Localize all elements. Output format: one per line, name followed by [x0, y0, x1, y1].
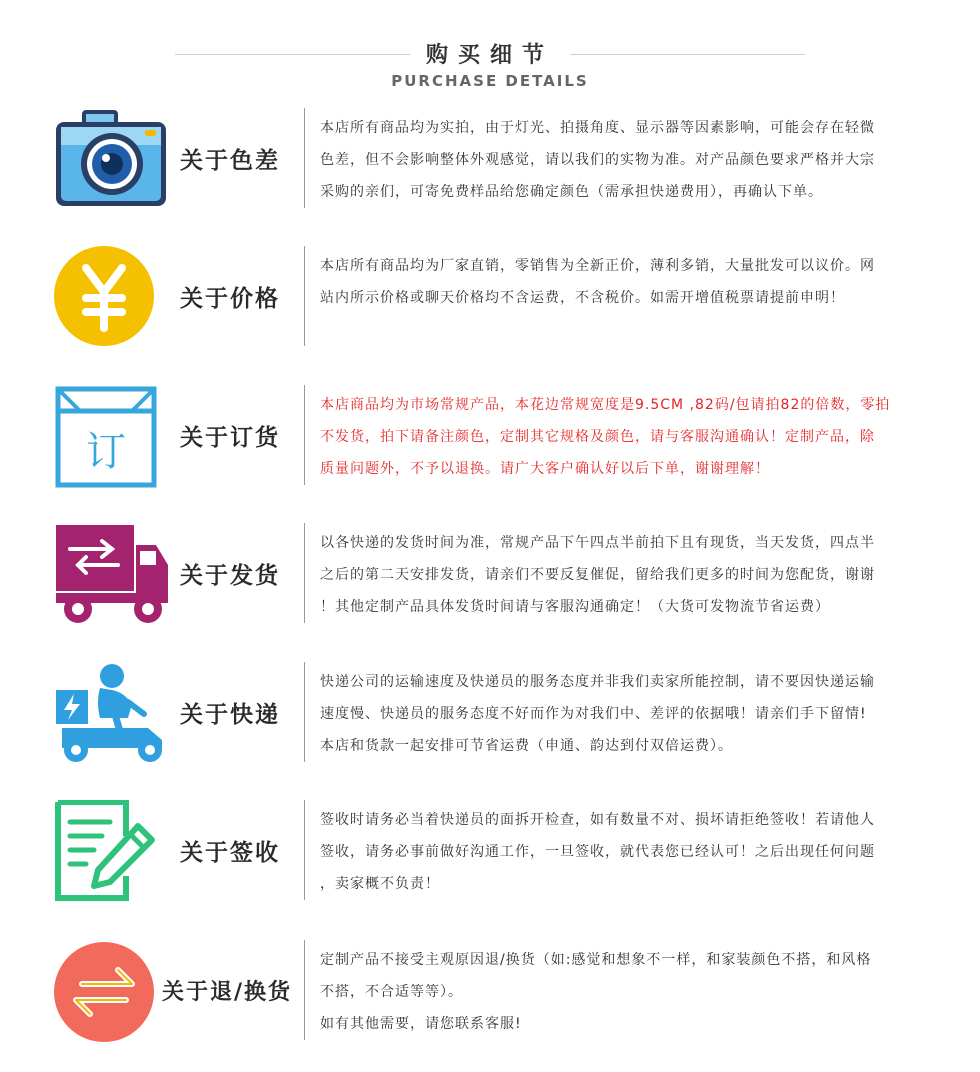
section-description: [320, 112, 925, 208]
page-subtitle: PURCHASE DETAILS: [391, 72, 589, 90]
description-line: 质量问题外，不予以退换。请广大客户确认好以后下单，谢谢理解！: [320, 461, 770, 477]
section-courier: [0, 662, 980, 787]
section-description: [320, 250, 925, 314]
section-ordering: [0, 385, 980, 510]
section-title: 关于价格: [180, 285, 280, 312]
section-title: 关于发货: [180, 562, 280, 589]
description-line: 快递公司的运输速度及快递员的服务态度并非我们卖家所能控制，请不要因快递运输: [320, 674, 875, 690]
section-title: 关于快递: [180, 701, 280, 728]
section-shipping: [0, 523, 980, 648]
description-line: 本店商品均为市场常规产品，本花边常规宽度是9.5CM ,82码/包请拍82的倍数，零拍: [320, 397, 891, 413]
description-line: 如有其他需要，请您联系客服!: [320, 1016, 522, 1032]
courier-scooter-icon: [52, 662, 172, 772]
description-line: 定制产品不接受主观原因退/换货（如:感觉和想象不一样，和家装颜色不搭，和风格: [320, 952, 872, 968]
section-description: [320, 666, 925, 762]
box-label: 订: [86, 429, 126, 475]
exchange-arrows-icon: [52, 940, 172, 1050]
description-line: 不发货，拍下请备注颜色，定制其它规格及颜色，请与客服沟通确认！定制产品，除: [320, 429, 875, 445]
delivery-truck-icon: [52, 523, 172, 633]
vertical-divider: [304, 523, 305, 623]
section-receiving: [0, 800, 980, 925]
vertical-divider: [304, 246, 305, 346]
section-returns: [0, 940, 980, 1065]
section-color-difference: [0, 108, 980, 233]
description-line: 采购的亲们，可寄免费样品给您确定颜色（需承担快递费用），再确认下单。: [320, 184, 823, 200]
section-title: 关于退/换货: [162, 979, 293, 1005]
page-title: 购买细节: [425, 43, 554, 68]
description-line: 本店所有商品均为实拍，由于灯光、拍摄角度、显示器等因素影响，可能会存在轻微: [320, 120, 875, 136]
yen-icon: [52, 246, 172, 356]
order-box-icon: [52, 385, 172, 495]
section-description: [320, 804, 925, 900]
description-line: ！其他定制产品具体发货时间请与客服沟通确定！（大货可发物流节省运费）: [320, 599, 830, 615]
description-line: 以各快递的发货时间为准，常规产品下午四点半前拍下且有现货，当天发货，四点半: [320, 535, 875, 551]
section-title: 关于签收: [180, 839, 280, 866]
description-line: 速度慢、快递员的服务态度不好而作为对我们中、差评的依据哦！请亲们手下留情!: [320, 706, 867, 722]
camera-icon: [52, 108, 172, 218]
section-description: [320, 389, 925, 485]
sign-document-icon: [52, 800, 172, 910]
vertical-divider: [304, 385, 305, 485]
description-line: 签收，请务必事前做好沟通工作，一旦签收，就代表您已经认可！之后出现任何问题: [320, 844, 875, 860]
section-title: 关于订货: [180, 424, 280, 451]
description-line: 本店和货款一起安排可节省运费（申通、韵达到付双倍运费）。: [320, 738, 733, 754]
vertical-divider: [304, 662, 305, 762]
section-description: [320, 527, 925, 623]
description-line: 色差，但不会影响整体外观感觉，请以我们的实物为准。对产品颜色要求严格并大宗: [320, 152, 875, 168]
section-description: [320, 944, 925, 1040]
section-title: 关于色差: [180, 147, 280, 174]
header: [0, 0, 980, 100]
vertical-divider: [304, 108, 305, 208]
description-line: 站内所示价格或聊天价格均不含运费，不含税价。如需开增值税票请提前申明！: [320, 290, 845, 306]
description-line: 不搭，不合适等等）。: [320, 984, 463, 1000]
description-line: 之后的第二天安排发货，请亲们不要反复催促，留给我们更多的时间为您配货，谢谢: [320, 567, 875, 583]
vertical-divider: [304, 940, 305, 1040]
description-line: 本店所有商品均为厂家直销，零销售为全新正价，薄利多销，大量批发可以议价。网: [320, 258, 875, 274]
description-line: ，卖家概不负责！: [320, 876, 440, 892]
description-line: 签收时请务必当着快递员的面拆开检查，如有数量不对、损坏请拒绝签收！若请他人: [320, 812, 875, 828]
section-price: [0, 246, 980, 371]
vertical-divider: [304, 800, 305, 900]
